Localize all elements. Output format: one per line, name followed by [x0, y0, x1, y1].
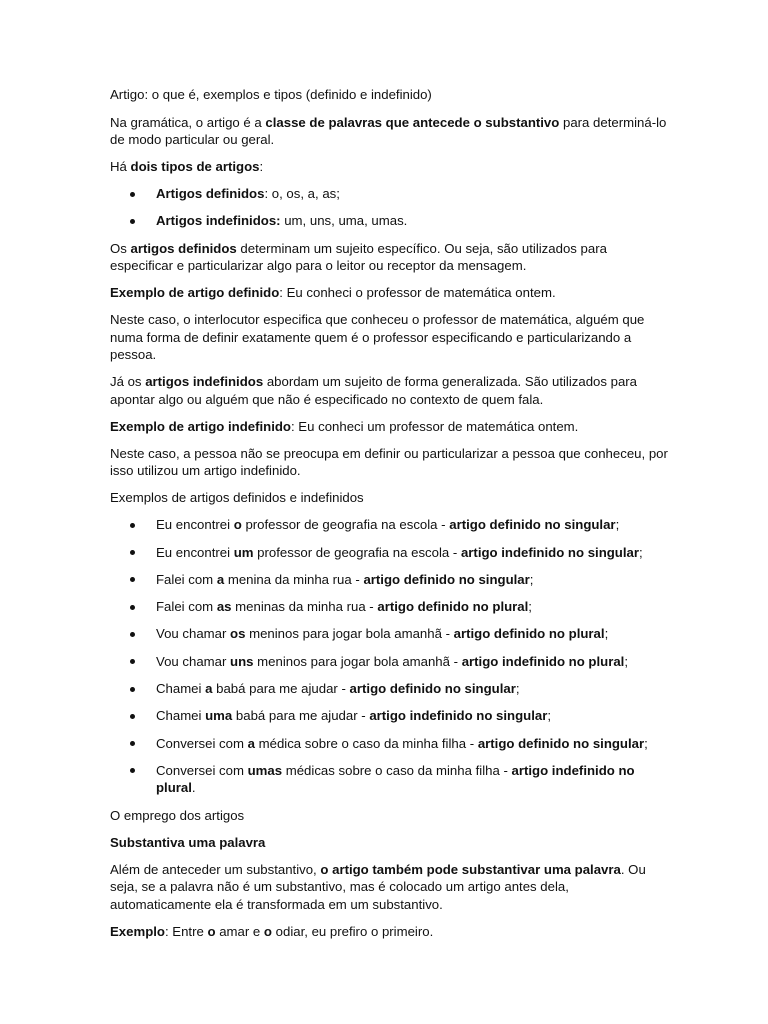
example-article: a	[216, 571, 225, 587]
types-intro-bold: dois tipos de artigos	[130, 159, 260, 174]
definite-text-a: Os	[110, 240, 131, 256]
example-text-a: Falei com	[156, 571, 217, 587]
final-example	[110, 923, 668, 941]
final-example-c: odiar, eu prefiro o primeiro.	[271, 923, 434, 939]
examples-list	[110, 516, 668, 797]
bullet-icon	[130, 577, 135, 582]
substantive-text-c: . Ou seja, se a palavra não é um substantivo, mas é colocado um artigo antes dela, automaticamente ela é transformada em um substantivo.	[110, 861, 646, 912]
subheading-text: Substantiva uma palavra	[110, 834, 266, 850]
section-subheading	[110, 834, 668, 852]
example-text-a: Falei com	[156, 599, 217, 615]
example-article: o	[233, 517, 242, 533]
example-end: ;	[644, 735, 648, 751]
final-example-b: amar e	[215, 923, 264, 939]
example-label: artigo indefinido no plural	[156, 762, 635, 796]
final-example-label: Exemplo	[110, 923, 165, 939]
list-item	[110, 707, 668, 725]
example-text-b: meninos para jogar bola amanhã -	[253, 653, 462, 669]
list-item	[110, 735, 668, 753]
definite-text-bold: artigos definidos	[130, 240, 237, 256]
list-item	[110, 625, 668, 643]
list-item	[110, 212, 668, 230]
example-article: umas	[247, 762, 283, 778]
example-text-b: professor de geografia na escola -	[241, 517, 450, 533]
indefinite-example-label: Exemplo de artigo indefinido	[110, 418, 291, 434]
definite-paragraph	[110, 240, 668, 275]
list-item	[110, 516, 668, 534]
example-label: artigo indefinido no plural	[461, 653, 625, 669]
definite-text-c: determinam um sujeito específico. Ou seja, são utilizados para especificar e particularizar algo para o leitor ou receptor da mensagem.	[110, 240, 607, 274]
document-title: Artigo: o que é, exemplos e tipos (definido e indefinido)	[110, 87, 432, 102]
list-item	[110, 598, 668, 616]
bullet-icon	[130, 550, 135, 555]
examples-heading: Exemplos de artigos definidos e indefinidos	[110, 490, 364, 506]
list-item	[110, 762, 668, 797]
types-intro-c: :	[259, 159, 264, 174]
example-label: artigo indefinido no singular	[369, 708, 548, 724]
bullet-icon	[130, 192, 135, 197]
example-text-a: Conversei com	[156, 762, 248, 778]
list-item	[110, 680, 668, 698]
example-end: ;	[615, 517, 620, 533]
intro-paragraph	[110, 114, 668, 149]
final-example-article-2: o	[263, 923, 272, 939]
intro-text-c: para determiná-lo de modo particular ou geral.	[110, 114, 667, 147]
example-text-b: babá para me ajudar -	[232, 708, 370, 724]
type-label: Artigos definidos	[156, 186, 265, 201]
example-text-b: meninos para jogar bola amanhã -	[245, 626, 454, 642]
type-text: : o, os, a, as;	[264, 186, 340, 201]
example-article: uns	[230, 653, 254, 669]
example-text-a: Conversei com	[156, 735, 248, 751]
example-article: a	[247, 735, 255, 751]
bullet-icon	[130, 659, 135, 664]
list-item	[110, 571, 668, 589]
substantive-text-bold: o artigo também pode substantivar uma palavra	[320, 861, 621, 877]
example-text-a: Eu encontrei	[156, 544, 234, 560]
final-example-a: : Entre	[164, 923, 208, 939]
indefinite-example	[110, 418, 668, 436]
example-text-b: professor de geografia na escola -	[253, 544, 461, 560]
types-intro-paragraph	[110, 158, 668, 176]
example-end: ;	[604, 626, 609, 642]
bullet-icon	[130, 605, 135, 610]
bullet-icon	[130, 632, 135, 637]
example-end: ;	[515, 681, 520, 697]
example-text-a: Eu encontrei	[156, 517, 234, 533]
indefinite-text-c: abordam um sujeito de forma generalizada. São utilizados para apontar algo ou alguém que não é especificado no contexto de quem fala.	[110, 374, 638, 407]
example-article: as	[216, 599, 232, 615]
intro-text-a: Na gramática, o artigo é a	[110, 114, 266, 130]
usage-heading: O emprego dos artigos	[110, 807, 245, 823]
list-item	[110, 653, 668, 671]
indefinite-explanation: Neste caso, a pessoa não se preocupa em definir ou particularizar a pessoa que conheceu, por isso utilizou um artigo indefinido.	[110, 445, 668, 479]
example-label: artigo indefinido no singular	[460, 544, 639, 560]
example-label: artigo definido no singular	[449, 517, 616, 533]
intro-text-bold: classe de palavras que antecede o substantivo	[265, 114, 560, 130]
substantive-paragraph	[110, 861, 668, 914]
bullet-icon	[130, 714, 135, 719]
definite-explanation: Neste caso, o interlocutor especifica que conheceu o professor de matemática, alguém que numa forma de definir exatamente quem é o professor especificando e particularizando a pessoa.	[110, 312, 645, 363]
bullet-icon	[130, 741, 135, 746]
example-label: artigo definido no singular	[349, 681, 516, 697]
example-text-a: Chamei	[156, 681, 206, 697]
example-end: ;	[529, 571, 534, 587]
type-text: um, uns, uma, umas.	[280, 213, 408, 229]
definite-example-text: : Eu conheci o professor de matemática ontem.	[279, 285, 556, 301]
example-text-b: menina da minha rua -	[224, 571, 364, 587]
indefinite-paragraph	[110, 373, 668, 408]
example-text-b: meninas da minha rua -	[231, 599, 378, 615]
example-label: artigo definido no singular	[363, 571, 530, 587]
bullet-icon	[130, 219, 135, 224]
bullet-icon	[130, 687, 135, 692]
list-item	[110, 185, 668, 203]
definite-example	[110, 284, 668, 302]
indefinite-text-bold: artigos indefinidos	[145, 374, 264, 390]
substantive-text-a: Além de anteceder um substantivo,	[110, 861, 321, 877]
example-end: .	[191, 780, 196, 796]
example-text-b: babá para me ajudar -	[212, 681, 350, 697]
example-end: ;	[624, 653, 629, 669]
indefinite-example-text: : Eu conheci um professor de matemática ontem.	[290, 418, 579, 434]
example-article: uma	[205, 708, 233, 724]
example-article: a	[205, 681, 213, 697]
example-end: ;	[528, 599, 532, 615]
indefinite-text-a: Já os	[110, 374, 146, 390]
example-end: ;	[639, 544, 643, 560]
bullet-icon	[130, 523, 135, 528]
example-text-a: Vou chamar	[156, 653, 231, 669]
example-text-a: Vou chamar	[156, 626, 231, 642]
example-text-b: médicas sobre o caso da minha filha -	[282, 762, 512, 778]
type-label: Artigos indefinidos:	[156, 213, 281, 229]
list-item	[110, 544, 668, 562]
example-text-a: Chamei	[156, 708, 206, 724]
example-label: artigo definido no singular	[477, 735, 645, 751]
bullet-icon	[130, 768, 135, 773]
article-types-list	[110, 185, 668, 230]
example-article: os	[230, 626, 246, 642]
example-label: artigo definido no plural	[377, 599, 529, 615]
definite-example-label: Exemplo de artigo definido	[110, 285, 280, 301]
example-article: um	[233, 544, 254, 560]
example-text-b: médica sobre o caso da minha filha -	[254, 735, 478, 751]
types-intro-a: Há	[110, 159, 131, 174]
example-label: artigo definido no plural	[453, 626, 605, 642]
final-example-article-1: o	[207, 923, 216, 939]
example-end: ;	[547, 708, 552, 724]
